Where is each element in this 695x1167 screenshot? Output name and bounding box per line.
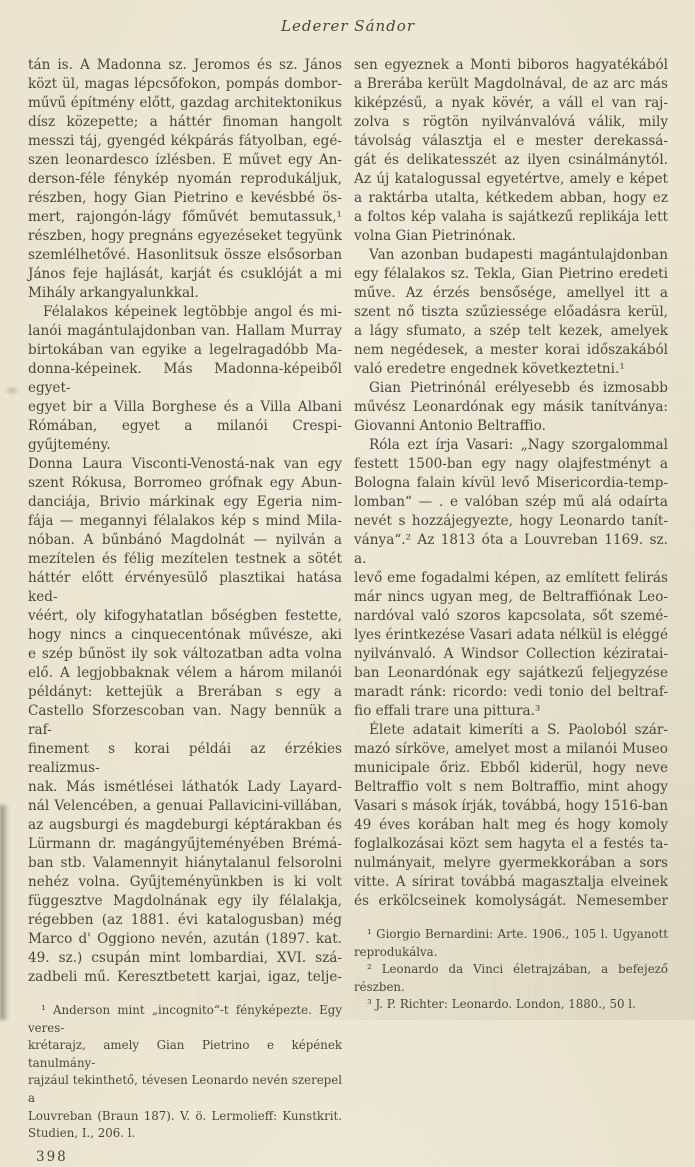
text-line: foglalkozásai közt sem hagyta el a festés ta- [354,836,668,852]
text-columns [28,56,668,1167]
text-line: zadbeli mű. Keresztbetett karjai, igaz, telje- [28,969,342,985]
left-column [28,56,342,1167]
text-line: zolva s rögtön nyilvánvalóvá válik, mily [354,114,668,130]
text-line: Giovanni Antonio Beltraffio. [354,418,546,434]
text-line: krétarajz, amely Gian Pietrino e képének tanulmány- [28,1038,342,1070]
text-line: nevét s hozzájegyezte, hogy Leonardo tanít- [354,513,668,529]
text-line: Róla ezt írja Vasari: „Nagy szorgalommal [369,437,668,453]
text-line: 49 éves korában halt meg és hogy komoly [354,817,668,833]
text-line: lyes érintkezése Vasari adata nélkül is eléggé [354,627,668,643]
text-line: ban Leonardónak egy sajátkezű feljegyzése [354,665,668,681]
text-line: példányt: kettejük a Brerában s egy a [28,684,342,700]
body-paragraph [354,436,668,721]
text-line: fája — megannyi félalakos kép s mind Mila- [28,513,342,529]
text-line: ² Leonardo da Vinci életrajzában, a befejező részben. [354,962,668,994]
text-line: Castello Sforzescoban van. Nagy bennük a raf- [28,703,342,738]
text-line: műve. Az érzés bensősége, amellyel itt a [354,285,668,301]
body-paragraph [354,56,668,246]
text-line: tán is. A Madonna sz. Jeromos és sz. János [28,57,342,73]
text-line: véért, oly kifogyhatatlan bőségben festette, [28,608,342,624]
right-column [354,56,668,1167]
text-line: ványa“.² Az 1813 óta a Louvreban 1169. sz. a. [354,532,668,567]
text-line: nem negédesek, a mester korai időszakából [354,342,668,358]
text-line: 49. sz.) csupán mint lombardiai, XVI. szá- [28,950,342,966]
text-line: egyet bir a Villa Borghese és a Villa Albani [28,399,342,415]
text-line: reprodukálva. [354,944,438,959]
text-line: Marco d' Oggiono nevén, azután (1897. kat. [28,931,342,947]
body-paragraph [354,379,668,436]
text-line: Vasari s mások írják, továbbá, hogy 1516-ban [354,798,668,814]
body-paragraph [28,303,342,987]
text-line: Studien, I., 206. l. [28,1126,136,1141]
text-line: finement s korai példái az érzékies realizmus- [28,741,342,776]
text-line: részben, hogy pregnáns egyezéseket tegyünk [28,228,342,244]
text-line: a Brerába került Magdolnával, de az arc más [354,76,668,92]
text-line: közt ül, magas lépcsőfokon, pompás dombor- [28,76,342,92]
text-line: kiképzésű, a nyak kövér, a váll el van raj- [354,95,668,111]
page-number: 398 [36,1148,68,1165]
text-line: Donna Laura Visconti-Venostá-nak van egy [28,456,342,472]
text-line: sen egyeznek a Monti biboros hagyatékából [354,57,668,73]
text-line: már nincs ugyan meg, de Beltraffiónak Leo- [354,589,668,605]
text-line: vitte. A sírirat továbbá magasztalja elveinek [354,874,668,890]
text-line: Az új katalogussal egyetértve, amely e képet [354,171,668,187]
text-line: elő. A legjobbaknak vélem a három milanói [28,665,342,681]
text-line: donna-képeinek. Más Madonna-képeiből egyet- [28,361,342,396]
text-line: Élete adatait kimeríti a S. Paoloból szár- [369,722,668,738]
text-line: fio effali trare una pittura.³ [354,703,541,719]
text-line: volna Gian Pietrinónak. [354,228,516,244]
text-line: Gian Pietrinónál erélyesebb és izmosabb [369,380,668,396]
footnote [28,1002,342,1143]
text-line: Beltraffio volt s nem Boltraffio, mint ahogy [354,779,668,795]
text-line: Mihály arkangyalunkkal. [28,285,199,301]
body-paragraph [354,721,668,911]
scan-edge-shadow [0,805,9,1020]
text-line: derson-féle fénykép nyomán reprodukáljuk, [28,171,342,187]
text-line: rajzául tekinthető, tévesen Leonardo nevén szerepel a [28,1073,342,1105]
text-line: szent Rókusa, Borromeo grófnak egy Abun- [28,475,342,491]
text-line: szemlélhetővé. Hasonlitsuk össze elsősorban [28,247,342,263]
text-line: művű építmény előtt, gazdag architektonikus [28,95,342,111]
text-line: mezítelen és félig mezítelen testnek a sötét [28,551,342,567]
footnote [354,926,668,961]
text-line: Louvreban (Braun 187). V. ö. Lermolieff: Kunstkrit. [28,1108,342,1123]
right-footnotes [354,926,668,1014]
body-paragraph [28,56,342,303]
text-line: Bologna falain kívül levő Misericordia-temp- [354,475,668,491]
text-line: távolság választja el e mester derekassá- [354,133,668,149]
footnote [354,961,668,996]
text-line: maradt ránk: ricordo: vedi tonio del beltraf- [354,684,668,700]
text-line: Van azonban budapesti magántulajdonban [369,247,668,263]
text-line: festett 1500-ban egy nagy olajfestményt a [354,456,668,472]
body-paragraph [354,246,668,379]
text-line: Félalakos képeinek legtöbbje angol és mi- [43,304,342,320]
text-line: az augsburgi és magdeburgi képtárakban és [28,817,342,833]
right-column-body [354,56,668,911]
left-column-body [28,56,342,987]
text-line: e szép bűnöst ily sok változatban adta volna [28,646,342,662]
text-line: művész Leonardónak egy másik tanítványa: [354,399,668,415]
text-line: ¹ Giorgio Bernardini: Arte. 1906., 105 l. Ugyanott [367,927,668,941]
text-line: levő eme fogadalmi képen, az említett felirás [354,570,668,586]
text-line: a foltos kép valaha is sajátkezű replikája lett [354,209,668,225]
text-line: függesztve Magdolnának egy ily félalakja, [28,893,342,909]
text-line: birtokában van egyike a legelragadóbb Ma- [28,342,342,358]
text-line: nehéz volna. Gyűjteményünkben is ki volt [28,874,342,890]
text-line: nulmányait, melyre gyermekkorában a sors [354,855,668,871]
footnote [354,996,668,1014]
text-line: háttér előtt érvényesülő plasztikai hatása ked- [28,570,342,605]
text-line: nak. Más ismétlései láthatók Lady Layard- [28,779,342,795]
text-line: szen leonardesco ízlésben. E művet egy An- [28,152,342,168]
text-line: danciája, Brivio márkinak egy Egeria nim- [28,494,342,510]
left-footnotes [28,1002,342,1143]
text-line: ³ J. P. Richter: Leonardo. London, 1880., 50 l. [367,997,636,1012]
text-line: régebben (az 1881. évi katalogusban) még [28,912,342,928]
text-line: Rómában, egyet a milanói Crespi-gyűjtemény. [28,418,342,453]
text-line: nóban. A bűnbánó Magdolnát — nyilván a [28,532,342,548]
text-line: János feje hajlását, karját és csuklóját a mi [28,266,342,282]
text-line: dísz közepette; a háttér finoman hangolt [28,114,342,130]
text-line: Lürmann dr. magángyűjteményében Brémá- [28,836,342,852]
scan-smudge [4,386,20,395]
text-line: messzi táj, gyengéd kékpárás fátyolban, egé- [28,133,342,149]
text-line: mazó sírköve, amelyet most a milanói Museo [354,741,668,757]
text-line: lomban“ — . e valóban szép mű alá odaírta [354,494,668,510]
text-line: nyilvánvaló. A Windsor Collection kéziratai- [354,646,668,662]
text-line: egy félalakos sz. Tekla, Gian Pietrino eredeti [354,266,668,282]
text-line: való eredetre engednek következtetni.¹ [354,361,625,377]
text-line: hogy nincs a cinquecentónak művésze, aki [28,627,342,643]
running-header: Lederer Sándor [281,17,415,35]
text-line: ban stb. Valamennyit hiánytalanul felsorolni [28,855,342,871]
text-line: és erkölcseinek komolyságát. Nemesember [354,893,668,909]
text-line: a raktárba utalta, kétkedem abban, hogy ez [354,190,668,206]
text-line: ¹ Anderson mint „incognito“-t fényképezte. Egy veres- [28,1003,342,1035]
text-line: szent nő tiszta szűziessége előadásra kerül, [354,304,668,320]
text-line: nardóval való szoros kapcsolata, sőt szemé- [354,608,668,624]
text-line: lanói magántulajdonban van. Hallam Murray [28,323,342,339]
text-line: a lágy sfumato, a szép telt kezek, amelyek [354,323,668,339]
text-line: részben, hogy Gian Pietrino e kevésbbé ös- [28,190,342,206]
text-line: gát és delikatesszét az ilyen csinálmánytól. [354,152,668,168]
text-line: nál Velencében, a genuai Pallavicini-villában, [28,798,342,814]
text-line: mert, rajongón-lágy főművét bemutassuk,¹ [28,209,342,225]
text-line: municipale őriz. Ebből kiderül, hogy neve [354,760,668,776]
